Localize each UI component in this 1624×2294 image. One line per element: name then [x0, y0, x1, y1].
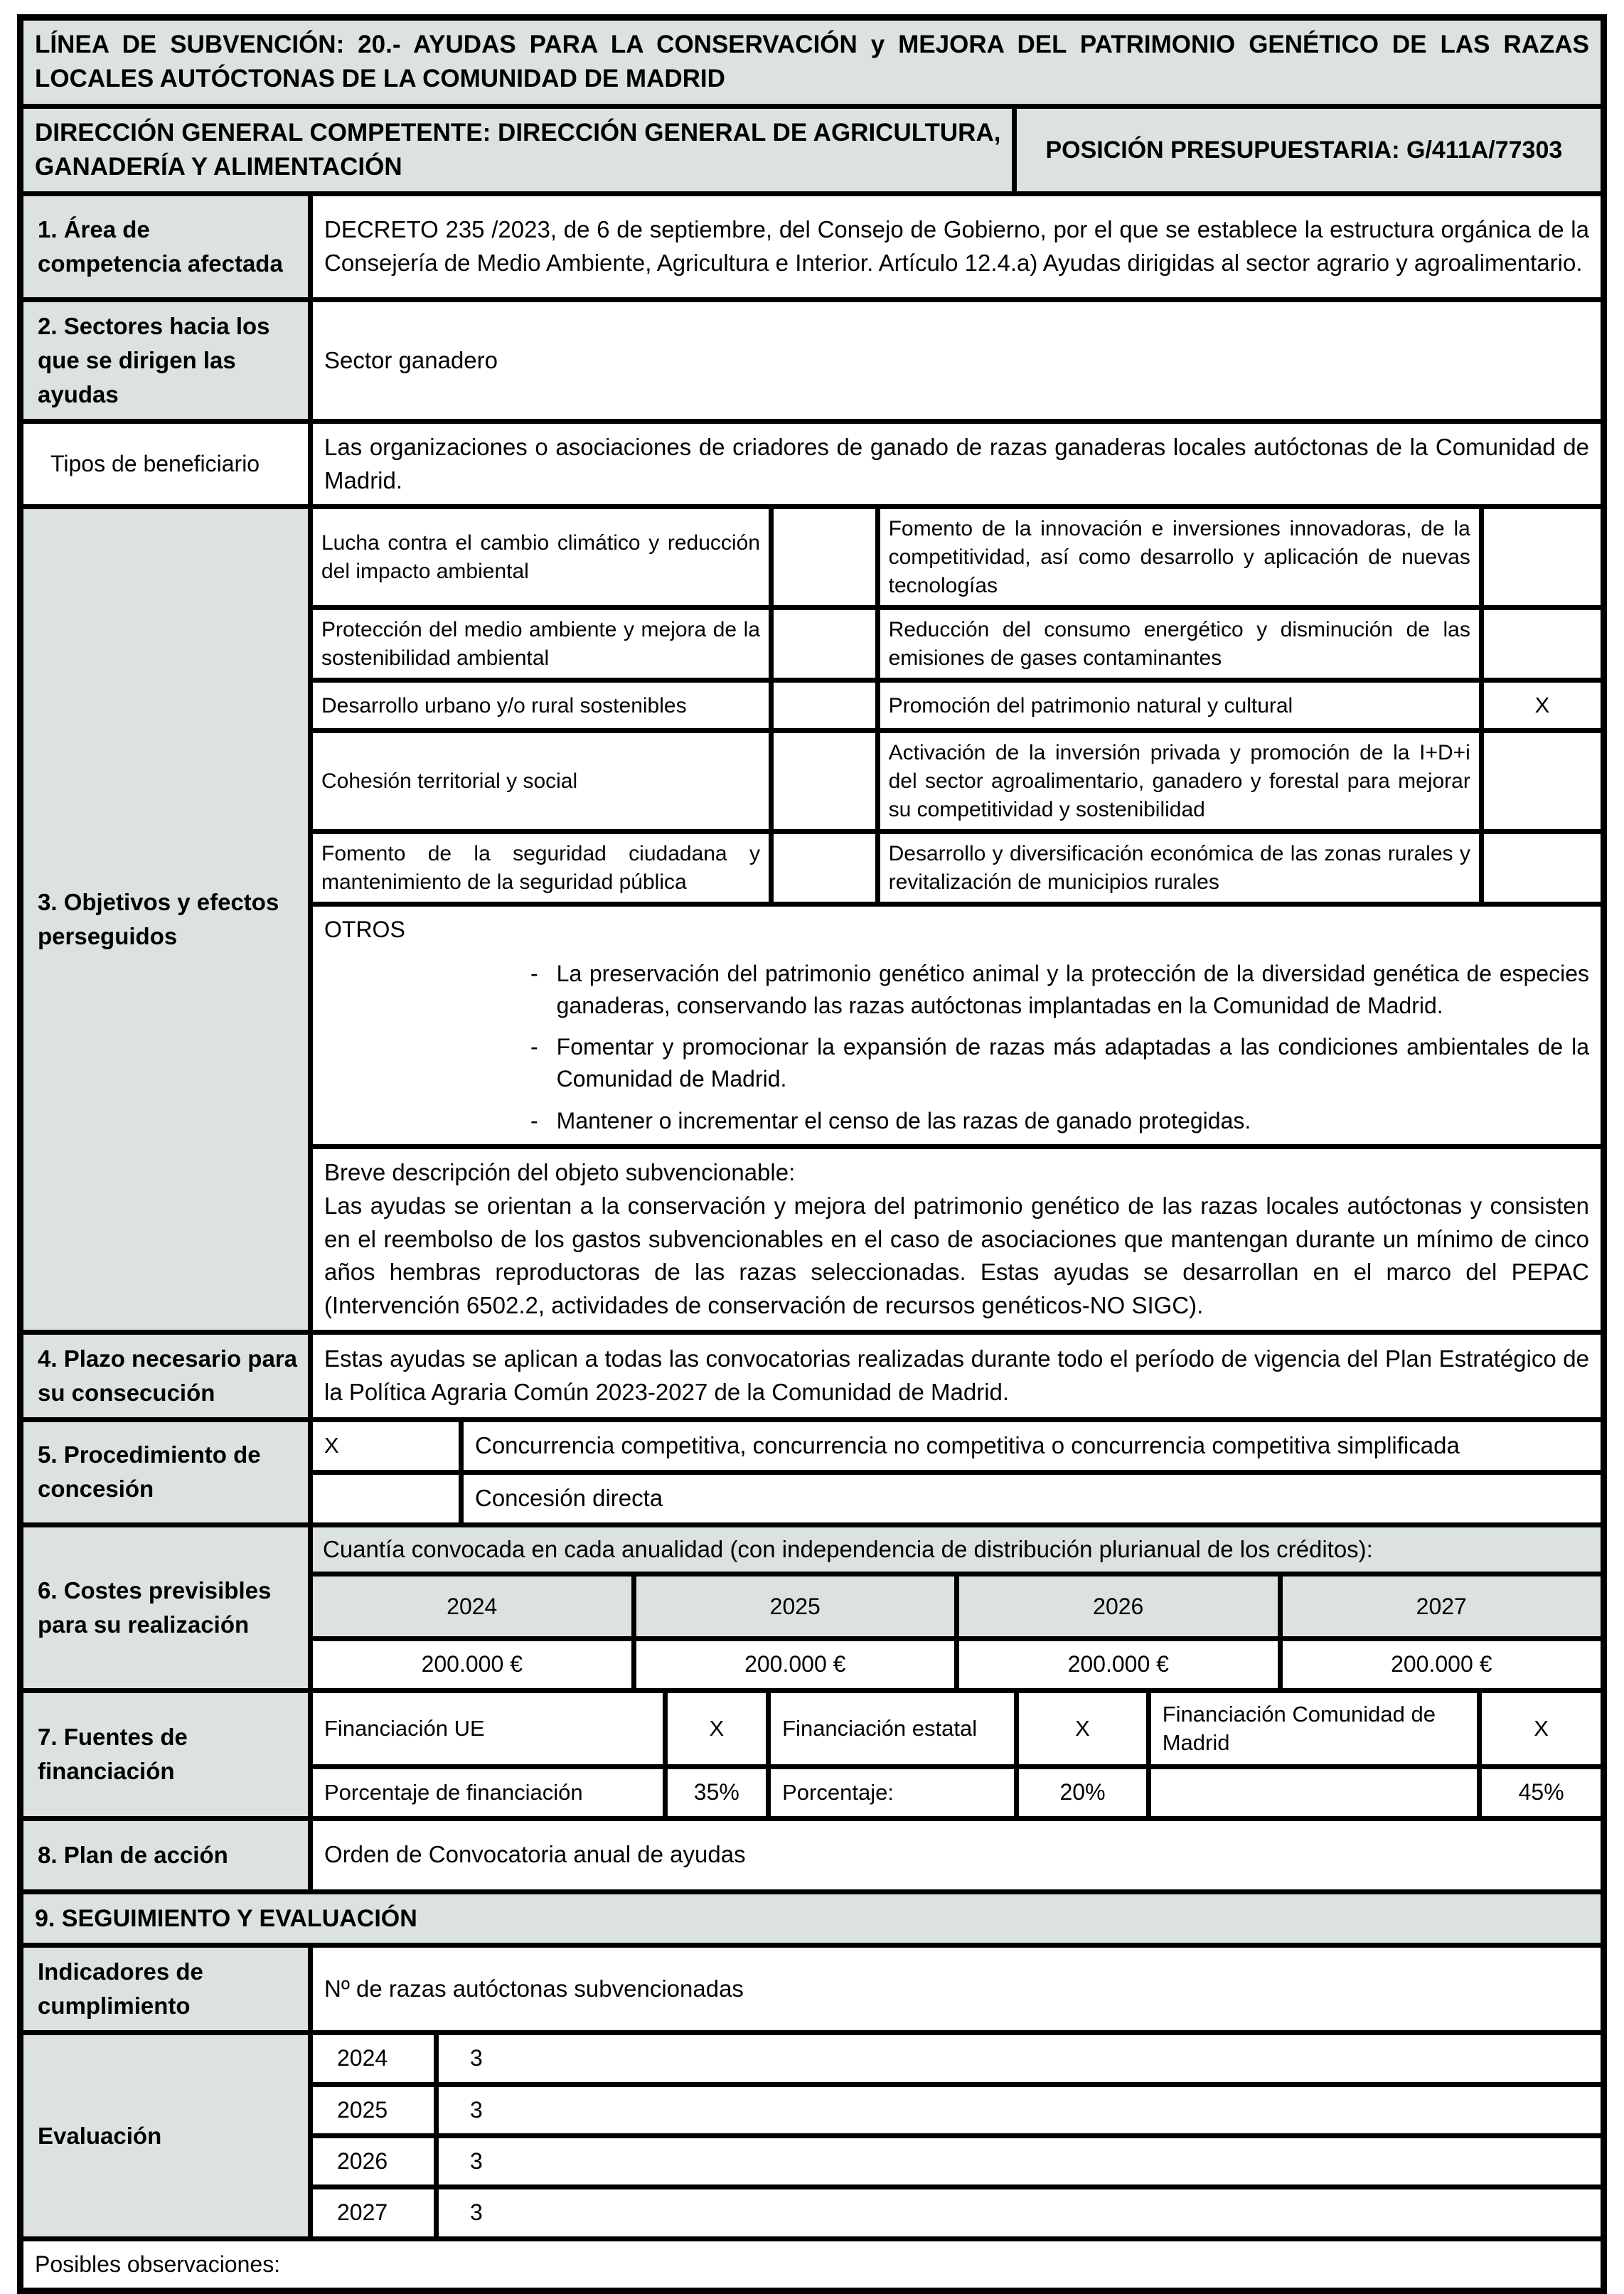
fuentes-label: 7. Fuentes de financiación	[23, 1693, 308, 1816]
otros-cell	[313, 907, 1601, 1143]
objective-cell	[313, 733, 769, 829]
amount-value: 200.000 €	[636, 1641, 955, 1687]
cuantia-header: Cuantía convocada en cada anualidad (con independencia de distribución plurianual de los créditos):	[313, 1527, 1601, 1572]
objetivos-matrix-row-2	[313, 610, 1601, 678]
objective-text: Lucha contra el cambio climático y reducción del impacto ambiental	[321, 531, 760, 583]
sectores-text-cell	[313, 302, 1601, 419]
evaluacion-year: 2027	[313, 2189, 434, 2236]
otros-item	[530, 958, 1589, 1022]
procedimiento-label: 5. Procedimiento de concesión	[23, 1422, 308, 1522]
fuentes-sources-row	[313, 1693, 1601, 1765]
otros-item	[530, 1031, 1589, 1095]
bullet-dash: -	[530, 960, 538, 986]
breve-descripcion-text: Las ayudas se orientan a la conservación y mejora del patrimonio genético de las razas locales autóctonas y consisten en el reembolso de los gastos subvencionables en el caso de asociaciones que mantengan durante un mínimo de cinco años hembras reproductoras de las razas seleccionadas. Estas ayudas se desarrollan en el marco del PEPAC (Intervención 6502.2, actividades de conservación de recursos genéticos-NO SIGC).	[324, 1192, 1589, 1319]
observaciones-label: Posibles observaciones:	[23, 2241, 1601, 2288]
amount-value: 200.000 €	[1283, 1641, 1601, 1687]
objective-text: Activación de la inversión privada y promoción de la I+D+i del sector agroalimentario, ganadero y forestal para mejorar su competitividad y sostenibilidad	[888, 741, 1470, 821]
funding-check-mark: X	[668, 1693, 766, 1765]
bullet-dash: -	[530, 1034, 538, 1060]
procedimiento-option-text: Concesión directa	[464, 1475, 1601, 1522]
evaluacion-label: Evaluación	[23, 2035, 308, 2236]
objective-text: Reducción del consumo energético y disminución de las emisiones de gases contaminantes	[888, 618, 1470, 670]
objective-cell	[880, 509, 1479, 605]
percentage-value: 35%	[668, 1769, 766, 1815]
funding-source: Financiación estatal	[771, 1693, 1014, 1765]
indicadores-text: Nº de razas autóctonas subvencionadas	[324, 1975, 744, 2002]
objective-text: Desarrollo y diversificación económica de las zonas rurales y revitalización de municipios rurales	[888, 842, 1470, 894]
objective-check-mark: X	[1484, 683, 1601, 728]
amount-value: 200.000 €	[959, 1641, 1278, 1687]
procedimiento-check-mark: X	[313, 1422, 459, 1470]
year-header: 2024	[313, 1577, 631, 1636]
procedimiento-option-row	[313, 1475, 1601, 1522]
year-header: 2027	[1283, 1577, 1601, 1636]
objective-checkbox-cell	[774, 683, 875, 728]
objective-checkbox-cell	[1484, 610, 1601, 678]
evaluacion-value: 3	[439, 2189, 1601, 2236]
amount-value: 200.000 €	[313, 1641, 631, 1687]
objective-checkbox-cell	[1484, 834, 1601, 902]
fuentes-row	[23, 1693, 1601, 1816]
objective-cell	[313, 509, 769, 605]
objetivos-row	[23, 509, 1601, 1330]
objective-text: Fomento de la innovación e inversiones innovadoras, de la competitividad, así como desarrollo y aplicación de nuevas tecnologías	[888, 517, 1470, 597]
objective-checkbox-cell	[1484, 733, 1601, 829]
objetivos-matrix-row-5	[313, 834, 1601, 902]
objective-checkbox-cell	[774, 733, 875, 829]
objective-cell	[880, 733, 1479, 829]
costes-row	[23, 1527, 1601, 1688]
area-competencia-text-cell	[313, 196, 1601, 297]
plan-label: 8. Plan de acción	[23, 1821, 308, 1889]
funding-check-mark: X	[1482, 1693, 1601, 1765]
objective-text: Fomento de la seguridad ciudadana y mantenimiento de la seguridad pública	[321, 842, 760, 894]
procedimiento-option-text: Concurrencia competitiva, concurrencia no competitiva o concurrencia competitiva simplificada	[464, 1422, 1601, 1470]
otros-title: OTROS	[324, 917, 405, 943]
objective-checkbox-cell	[774, 834, 875, 902]
objective-cell	[313, 834, 769, 902]
evaluacion-value: 3	[439, 2087, 1601, 2133]
sectores-text: Sector ganadero	[324, 346, 498, 373]
percentage-value: 45%	[1482, 1769, 1601, 1815]
year-header: 2026	[959, 1577, 1278, 1636]
costes-years-row	[313, 1577, 1601, 1636]
objective-text: Promoción del patrimonio natural y cultural	[888, 693, 1293, 717]
seguimiento-title: 9. SEGUIMIENTO Y EVALUACIÓN	[23, 1894, 1601, 1943]
objective-cell	[313, 610, 769, 678]
subsidy-table	[17, 14, 1607, 2294]
percentage-label: Porcentaje:	[771, 1769, 1014, 1815]
evaluacion-table	[313, 2035, 1601, 2236]
procedimiento-checkbox-cell	[313, 1475, 459, 1522]
objetivos-content	[313, 509, 1601, 1330]
objective-cell	[880, 834, 1479, 902]
bullet-dash: -	[530, 1108, 538, 1134]
plazo-row	[23, 1335, 1601, 1417]
otros-item-text: Mantener o incrementar el censo de las razas de ganado protegidas.	[556, 1108, 1251, 1134]
funding-source: Financiación UE	[313, 1693, 663, 1765]
direccion-general-text: DIRECCIÓN GENERAL COMPETENTE: DIRECCIÓN GENERAL DE AGRICULTURA, GANADERÍA Y ALIMENTACIÓN	[35, 118, 1001, 181]
evaluacion-year: 2026	[313, 2138, 434, 2184]
evaluacion-year-row	[313, 2087, 1601, 2133]
fuentes-content	[313, 1693, 1601, 1816]
sectores-row	[23, 302, 1601, 419]
evaluacion-value: 3	[439, 2138, 1601, 2184]
area-competencia-text: DECRETO 235 /2023, de 6 de septiembre, del Consejo de Gobierno, por el que se establece la estructura orgánica de la Consejería de Medio Ambiente, Agricultura e Interior. Artículo 12.4.a) Ayudas dirigidas al sector agrario y agroalimentario.	[324, 216, 1589, 277]
objetivos-matrix-row-4	[313, 733, 1601, 829]
subsidy-line-title-cell	[23, 21, 1601, 104]
plan-text: Orden de Convocatoria anual de ayudas	[324, 1841, 746, 1868]
percentage-value: 20%	[1019, 1769, 1145, 1815]
objective-text: Cohesión territorial y social	[321, 769, 578, 794]
objective-cell	[313, 683, 769, 728]
objective-checkbox-cell	[1484, 509, 1601, 605]
evaluacion-year-row	[313, 2035, 1601, 2081]
observaciones-row	[23, 2241, 1601, 2288]
general-direction-row	[23, 109, 1601, 192]
costes-content	[313, 1527, 1601, 1688]
evaluacion-year: 2024	[313, 2035, 434, 2081]
objetivos-label: 3. Objetivos y efectos perseguidos	[23, 509, 308, 1330]
plazo-text-cell	[313, 1335, 1601, 1417]
objetivos-matrix-row-3	[313, 683, 1601, 728]
indicadores-text-cell	[313, 1948, 1601, 2030]
area-competencia-row	[23, 196, 1601, 297]
percentage-label	[1151, 1769, 1478, 1815]
beneficiario-text-cell	[313, 424, 1601, 505]
subsidy-line-title: LÍNEA DE SUBVENCIÓN: 20.- AYUDAS PARA LA CONSERVACIÓN y MEJORA DEL PATRIMONIO GENÉTICO DE LAS RAZAS LOCALES AUTÓCTONAS DE LA COMUNIDAD DE MADRID	[35, 31, 1589, 93]
fuentes-percentages-row	[313, 1769, 1601, 1815]
indicadores-row	[23, 1948, 1601, 2030]
direccion-general-cell	[23, 109, 1012, 192]
objective-cell	[880, 610, 1479, 678]
plan-row	[23, 1821, 1601, 1889]
indicadores-label: Indicadores de cumplimiento	[23, 1948, 308, 2030]
funding-source: Financiación Comunidad de Madrid	[1151, 1693, 1478, 1765]
plazo-text: Estas ayudas se aplican a todas las convocatorias realizadas durante todo el período de vigencia del Plan Estratégico de la Política Agraria Común 2023-2027 de la Comunidad de Madrid.	[324, 1345, 1589, 1405]
costes-amounts-row	[313, 1641, 1601, 1687]
evaluacion-year-row	[313, 2189, 1601, 2236]
evaluacion-year-row	[313, 2138, 1601, 2184]
plazo-label: 4. Plazo necesario para su consecución	[23, 1335, 308, 1417]
objective-text: Protección del medio ambiente y mejora de la sostenibilidad ambiental	[321, 618, 760, 670]
evaluacion-value: 3	[439, 2035, 1601, 2081]
percentage-label: Porcentaje de financiación	[313, 1769, 663, 1815]
area-competencia-label: 1. Área de competencia afectada	[23, 196, 308, 297]
plan-text-cell	[313, 1821, 1601, 1889]
objective-text: Desarrollo urbano y/o rural sostenibles	[321, 693, 687, 717]
breve-descripcion-cell	[313, 1149, 1601, 1330]
objective-cell	[880, 683, 1479, 728]
otros-item	[530, 1105, 1589, 1137]
procedimiento-option-row	[313, 1422, 1601, 1470]
costes-label: 6. Costes previsibles para su realización	[23, 1527, 308, 1688]
objective-checkbox-cell	[774, 610, 875, 678]
procedimiento-options	[313, 1422, 1601, 1522]
breve-descripcion-title: Breve descripción del objeto subvencionable:	[324, 1158, 796, 1185]
beneficiario-row	[23, 424, 1601, 505]
sectores-label: 2. Sectores hacia los que se dirigen las ayudas	[23, 302, 308, 419]
otros-item-text: Fomentar y promocionar la expansión de razas más adaptadas a las condiciones ambientales de la Comunidad de Madrid.	[556, 1034, 1589, 1092]
otros-item-text: La preservación del patrimonio genético animal y la protección de la diversidad genética de especies ganaderas, conservando las razas autóctonas implantadas en la Comunidad de Madrid.	[556, 960, 1589, 1018]
seguimiento-header-row	[23, 1894, 1601, 1943]
posicion-presupuestaria-cell: POSICIÓN PRESUPUESTARIA: G/411A/77303	[1017, 109, 1601, 192]
funding-check-mark: X	[1019, 1693, 1145, 1765]
year-header: 2025	[636, 1577, 955, 1636]
beneficiario-text: Las organizaciones o asociaciones de criadores de ganado de razas ganaderas locales autóctonas de la Comunidad de Madrid.	[324, 433, 1589, 494]
evaluacion-year: 2025	[313, 2087, 434, 2133]
procedimiento-row	[23, 1422, 1601, 1522]
objetivos-matrix-row-1	[313, 509, 1601, 605]
evaluacion-row	[23, 2035, 1601, 2236]
beneficiario-label: Tipos de beneficiario	[23, 424, 308, 505]
title-row	[23, 21, 1601, 104]
objective-checkbox-cell	[774, 509, 875, 605]
otros-list	[530, 958, 1589, 1137]
